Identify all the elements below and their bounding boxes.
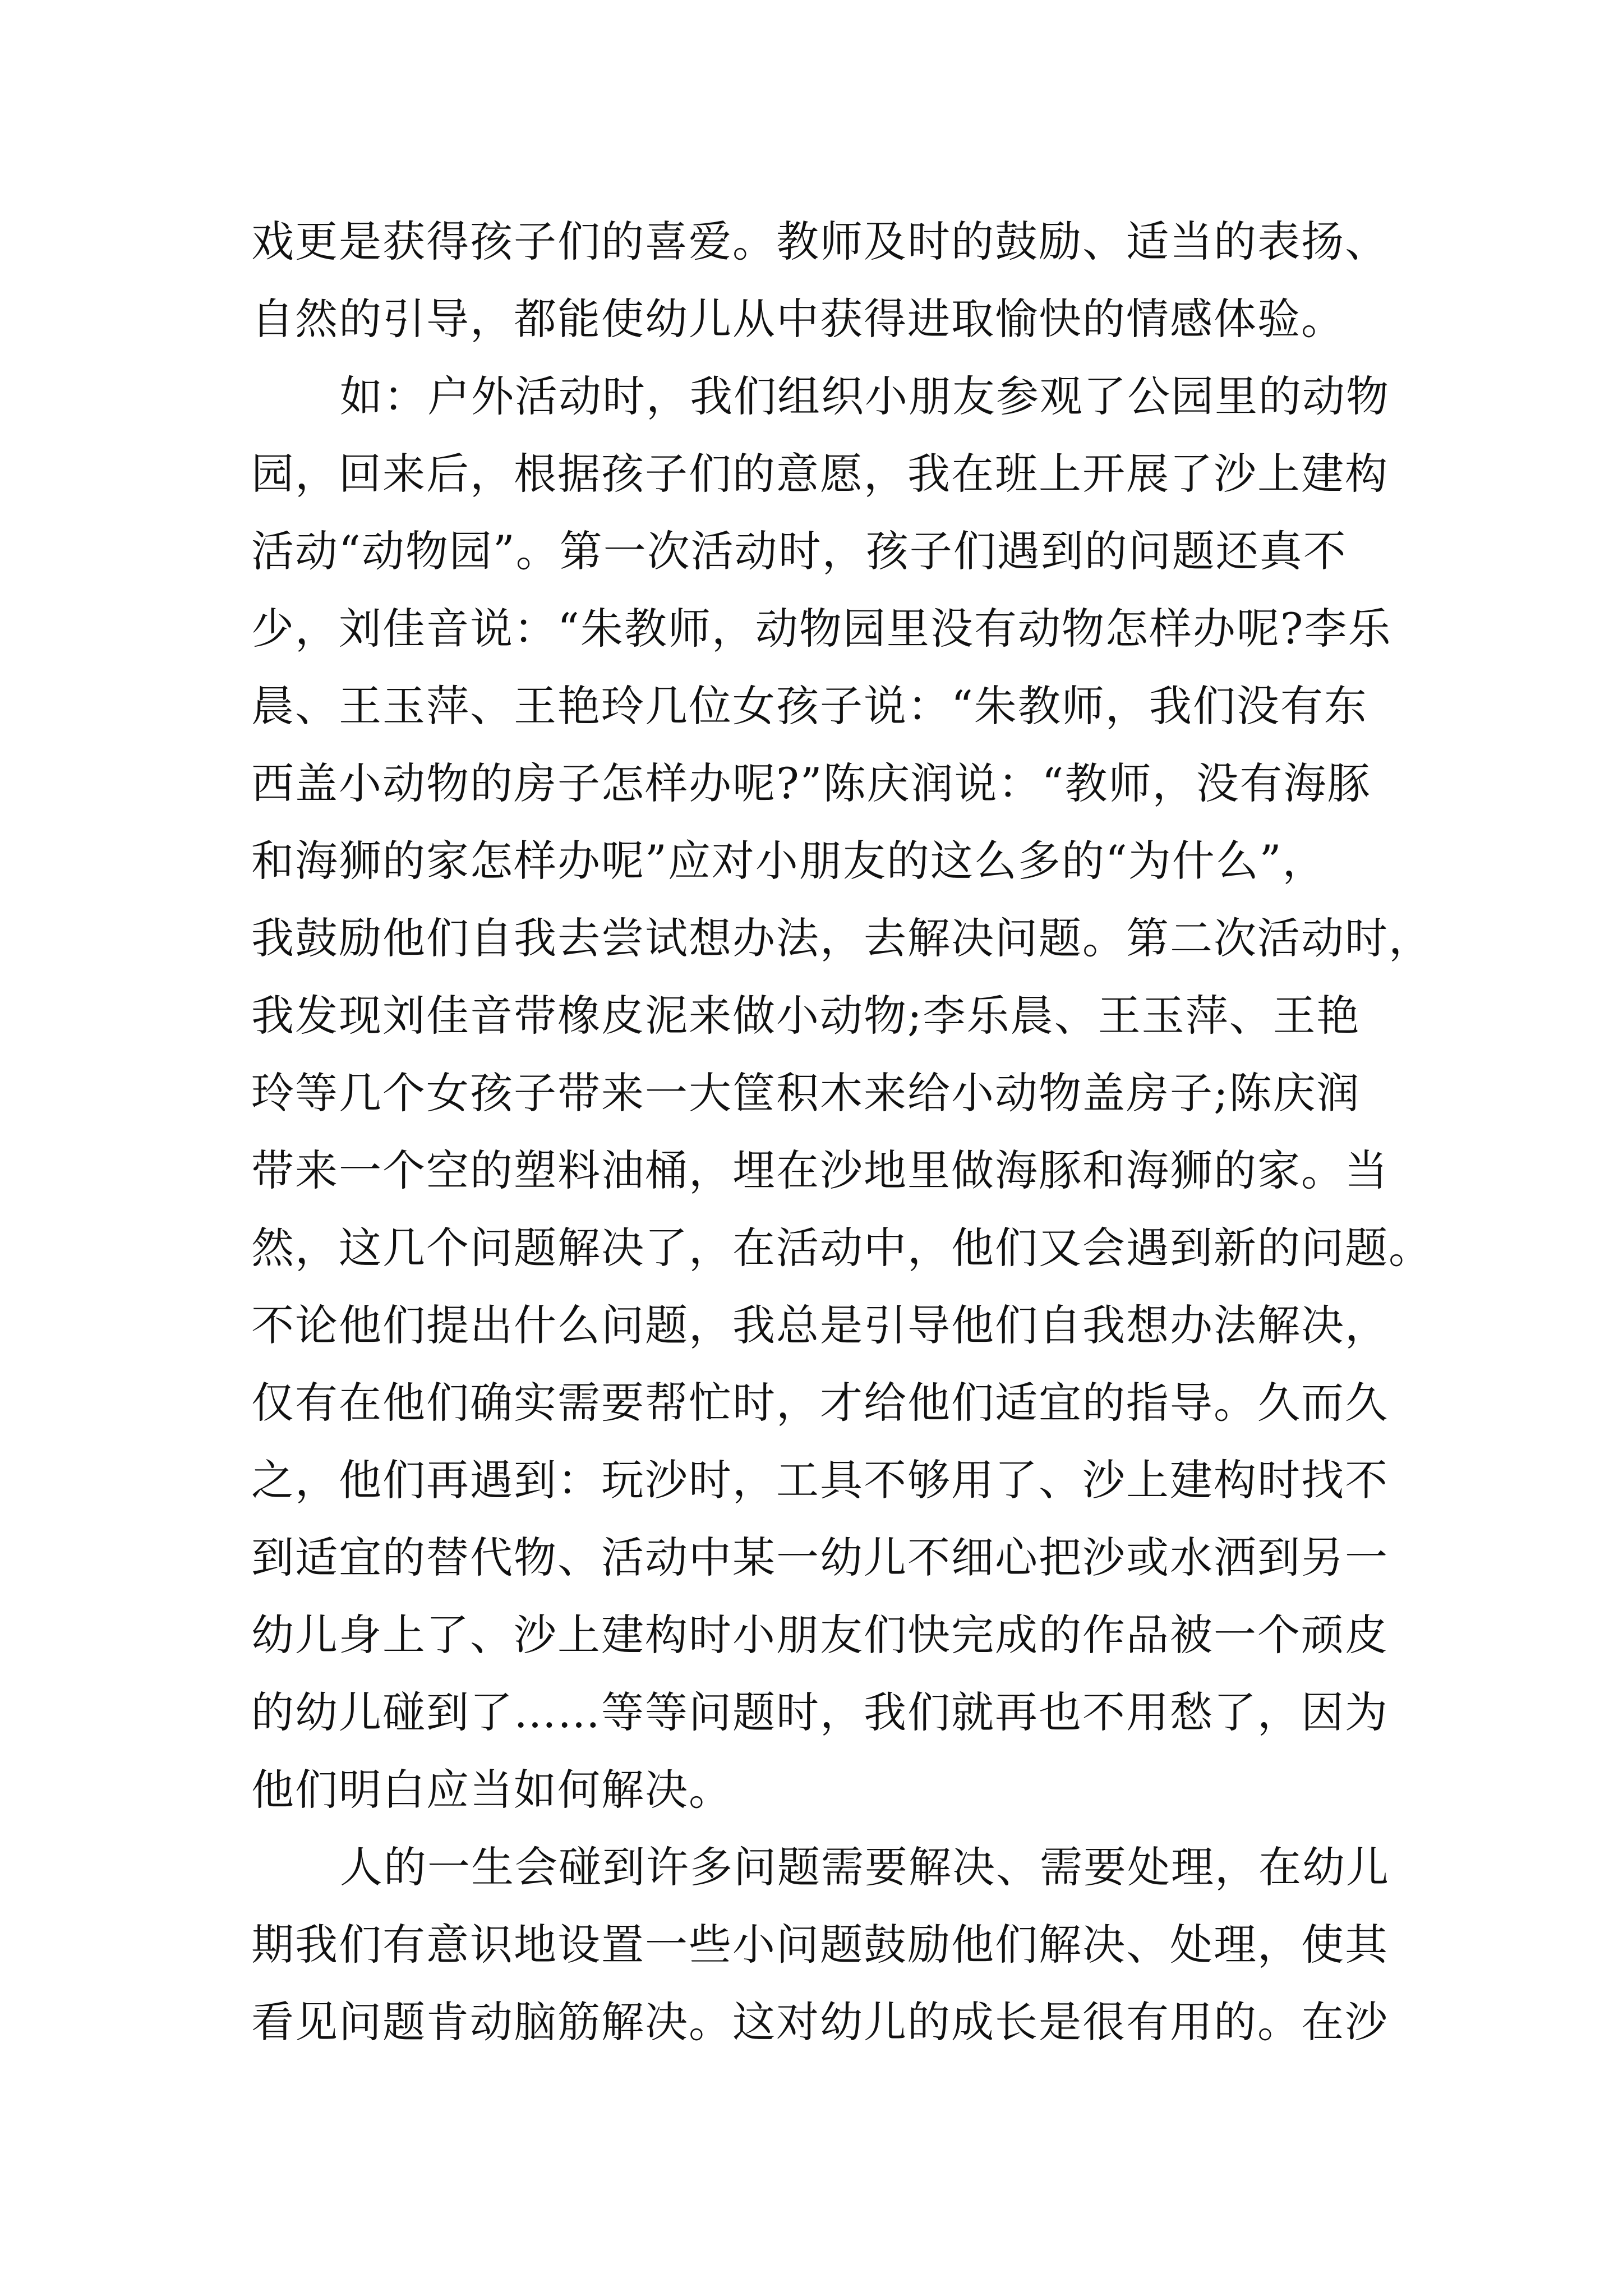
- text-line-10: 我鼓励他们自我去尝试想办法，去解决问题。第二次活动时，: [251, 913, 1432, 963]
- paragraph-start-line-22: 人的一生会碰到许多问题需要解决、需要处理，在幼儿: [340, 1842, 1390, 1892]
- text-line-15: 不论他们提出什么问题，我总是引导他们自我想办法解决，: [251, 1300, 1389, 1350]
- text-line-20: 的幼儿碰到了……等等问题时，我们就再也不用愁了，因为: [251, 1687, 1389, 1737]
- text-line-7: 晨、王玉萍、王艳玲几位女孩子说：“朱教师，我们没有东: [251, 681, 1368, 731]
- body-text: [251, 203, 1432, 2061]
- text-line-16: 仅有在他们确实需要帮忙时，才给他们适宜的指导。久而久: [251, 1378, 1389, 1428]
- text-line-8: 西盖小动物的房子怎样办呢?”陈庆润说：“教师，没有海豚: [251, 758, 1371, 808]
- text-line-19: 幼儿身上了、沙上建构时小朋友们快完成的作品被一个顽皮: [251, 1610, 1389, 1660]
- paragraph-start-line-3: 如：户外活动时，我们组织小朋友参观了公园里的动物: [340, 371, 1390, 421]
- text-line-17: 之，他们再遇到：玩沙时，工具不够用了、沙上建构时找不: [251, 1455, 1389, 1505]
- text-line-6: 少，刘佳音说：“朱教师，动物园里没有动物怎样办呢?李乐: [251, 604, 1392, 654]
- text-line-4: 园，回来后，根据孩子们的意愿，我在班上开展了沙上建构: [251, 449, 1389, 499]
- text-line-2: 自然的引导，都能使幼儿从中获得进取愉快的情感体验。: [251, 294, 1345, 344]
- text-line-11: 我发现刘佳音带橡皮泥来做小动物;李乐晨、王玉萍、王艳: [251, 991, 1361, 1041]
- text-line-24: 看见问题肯动脑筋解决。这对幼儿的成长是很有用的。在沙: [251, 1997, 1389, 2047]
- text-line-13: 带来一个空的塑料油桶，埋在沙地里做海豚和海狮的家。当: [251, 1145, 1389, 1195]
- text-line-18: 到适宜的替代物、活动中某一幼儿不细心把沙或水洒到另一: [251, 1533, 1389, 1582]
- text-line-12: 玲等几个女孩子带来一大筐积木来给小动物盖房子;陈庆润: [251, 1068, 1361, 1118]
- text-line-1: 戏更是获得孩子们的喜爱。教师及时的鼓励、适当的表扬、: [251, 217, 1389, 266]
- text-line-23: 期我们有意识地设置一些小问题鼓励他们解决、处理，使其: [251, 1920, 1389, 1970]
- text-line-21: 他们明白应当如何解决。: [251, 1765, 732, 1815]
- text-line-5: 活动“动物园”。第一次活动时，孩子们遇到的问题还真不: [251, 526, 1347, 576]
- text-line-14: 然，这几个问题解决了，在活动中，他们又会遇到新的问题。: [251, 1223, 1432, 1273]
- text-line-9: 和海狮的家怎样办呢”应对小朋友的这么多的“为什么”，: [251, 836, 1326, 886]
